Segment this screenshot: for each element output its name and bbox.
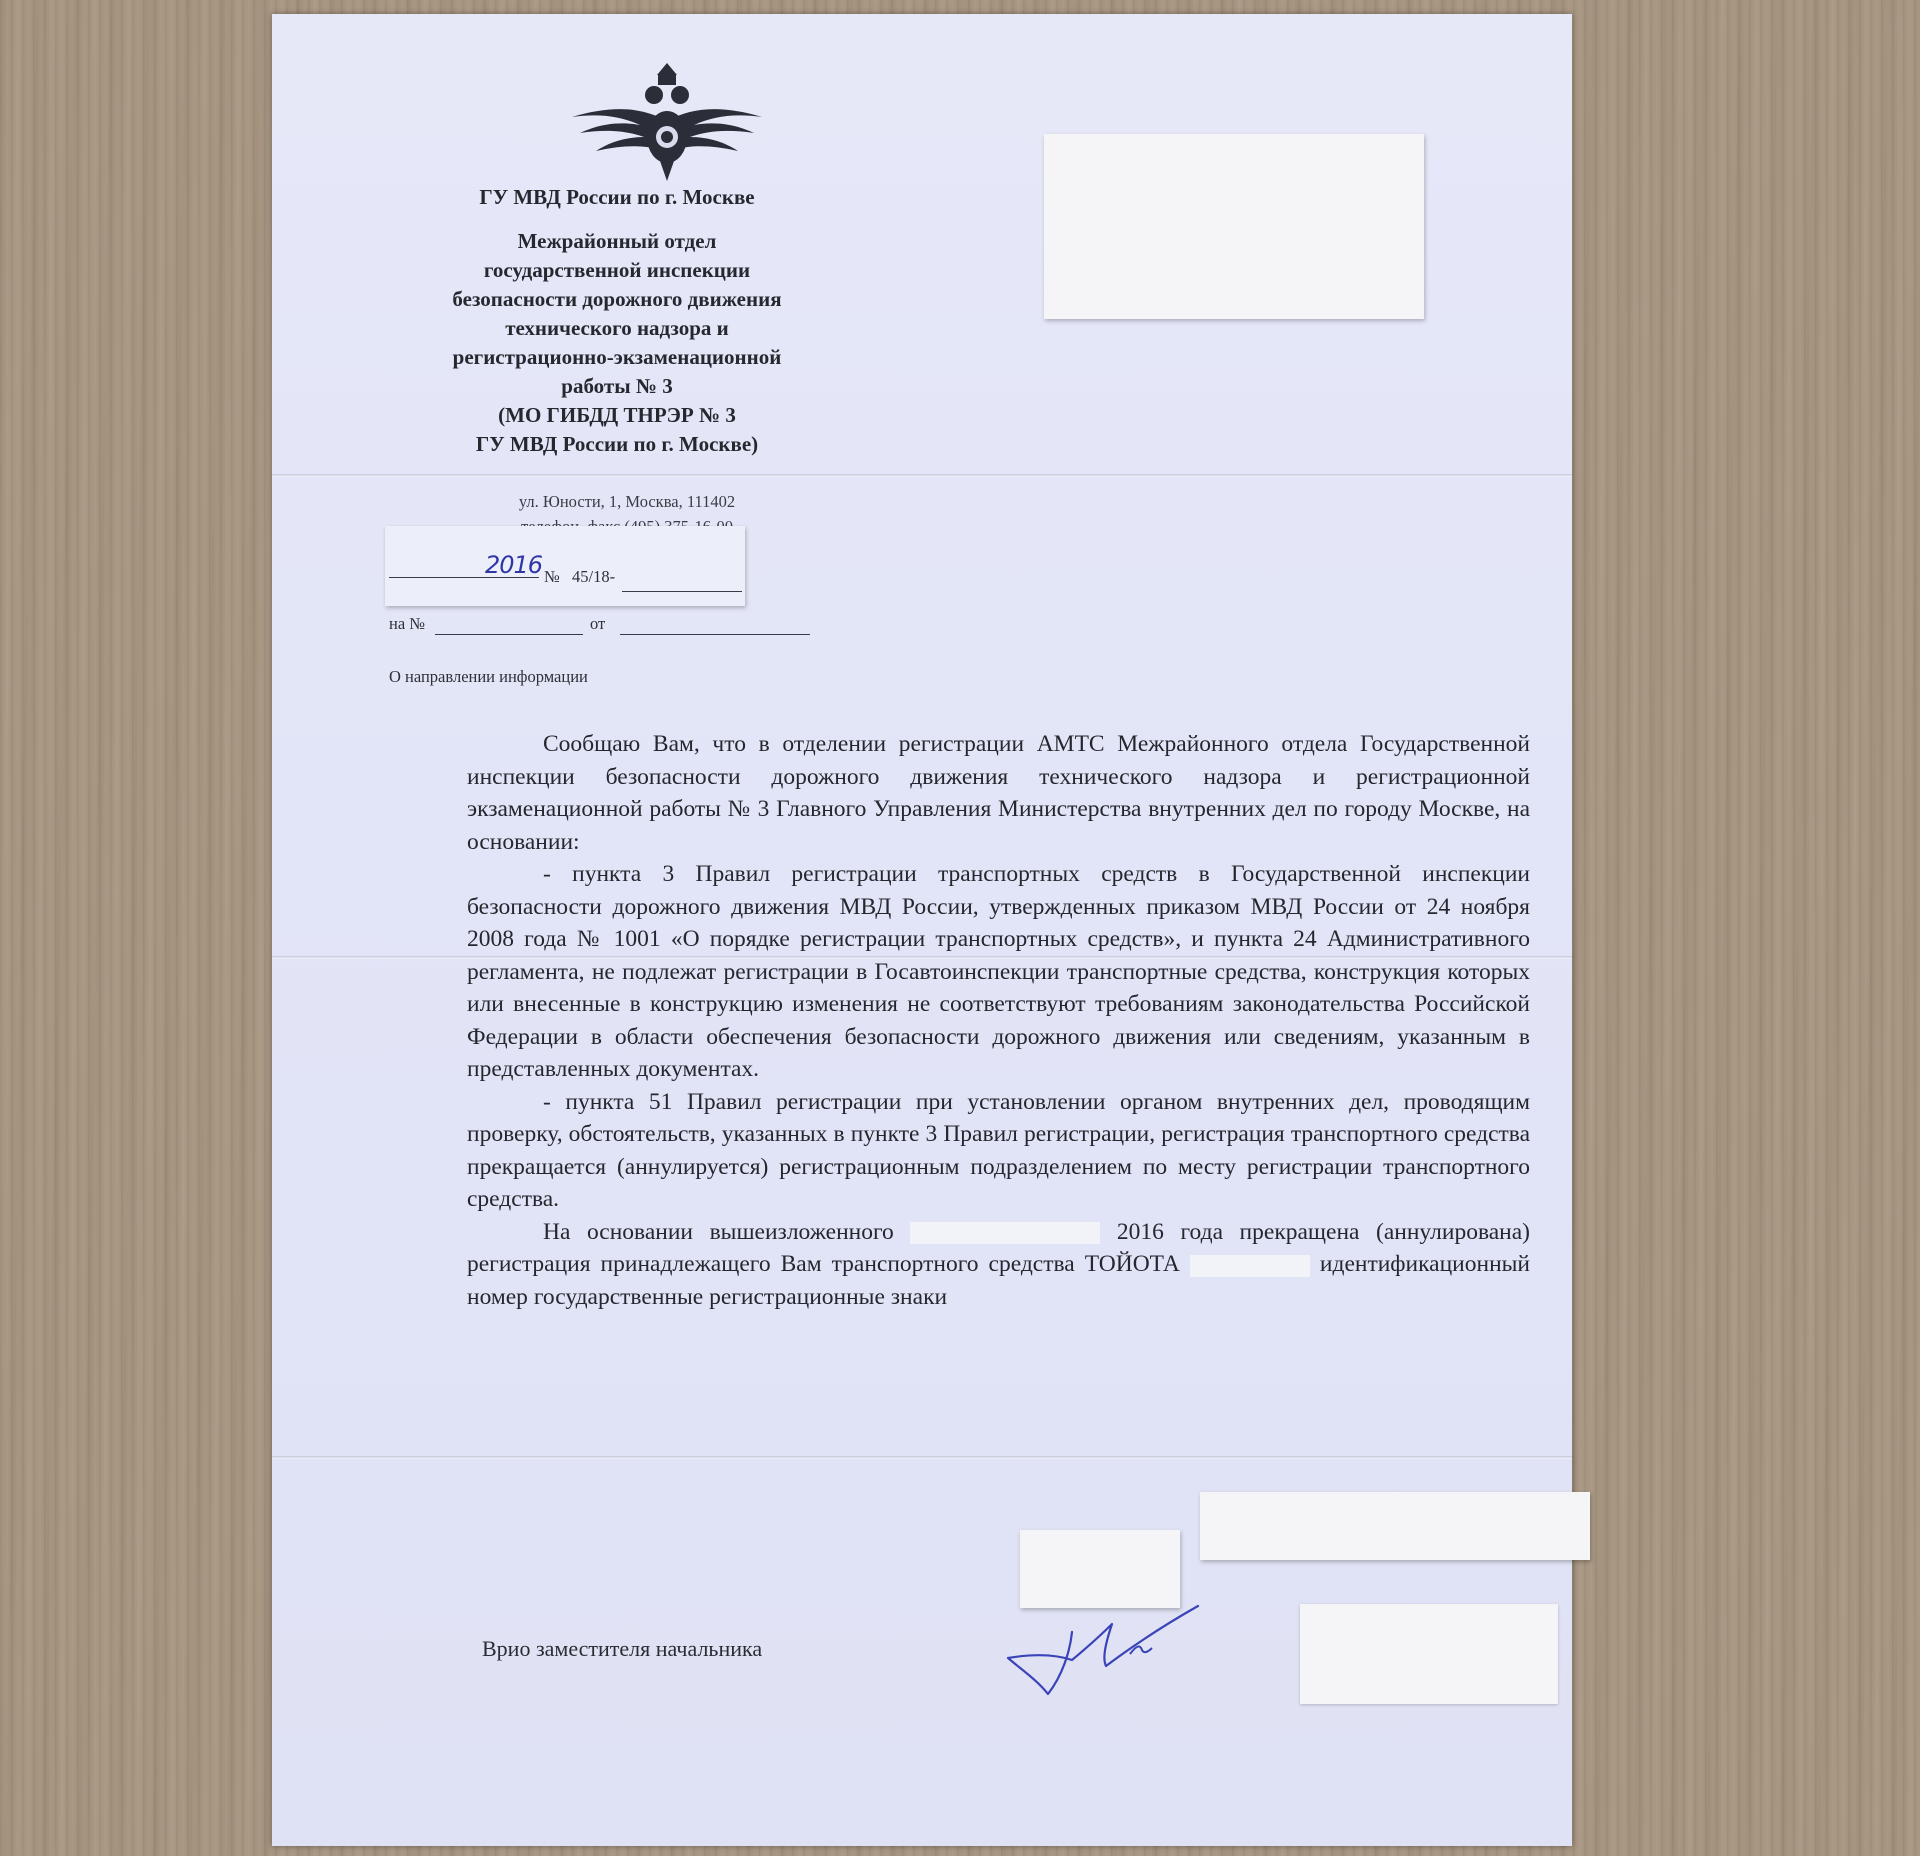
redacted-vin [1200,1492,1590,1560]
paragraph-part: 2016 года прекращена (аннулирована) регистрация принадлежащего Вам транспортного средства ТОЙОТА [467,1218,1530,1277]
number-line [622,591,742,592]
agency-line: регистрационно-экзаменационной [452,345,782,369]
paragraph-part: государственные регистрационные знаки [533,1283,948,1310]
redacted-inline [1190,1255,1310,1277]
redacted-signatory-name [1300,1604,1558,1704]
signatory-title: Врио заместителя начальника [482,1636,763,1661]
agency-name: ГУ МВД России по г. Москве [479,185,755,209]
from-label: от [590,614,606,633]
paragraph-part: идентификационный номер [467,1251,1531,1310]
agency-line: Межрайонный отдел [517,229,717,253]
on-number-line [435,634,583,635]
from-line [620,634,810,635]
eagle-emblem-icon [562,59,772,184]
redacted-date [385,526,745,606]
agency-line: технического надзора и [505,316,729,340]
agency-line: (МО ГИБДД ТНРЭР № 3 [498,403,736,427]
paragraph: - пункта 3 Правил регистрации транспортных средств в Государственной инспекции безопасности дорожного движения МВД России, утвержденных приказом МВД России от 24 ноября 2008 года № 1001 «О порядке регистрации транспортных средств», и пункта 24 Административного регламента, не подлежат регистрации в Госавтоинспекции транспортные средства, конструкция которых или внесенные в конструкцию изменения не соответствуют требованиям законодательства Российской Федерации в области обеспечения безопасности дорожного движения или сведениям, указанным в представленных документах. [467,861,1530,1082]
agency-line: ГУ МВД России по г. Москве) [475,432,759,456]
agency-line: государственной инспекции [483,258,751,282]
handwritten-signature [1002,1594,1202,1719]
letter-sheet [272,14,1572,1846]
agency-department [402,227,832,459]
on-number-label: на № [389,614,426,633]
redacted-recipient [1044,134,1424,319]
agency-line: работы № 3 [561,374,673,398]
redacted-inline [910,1222,1100,1244]
letter-body [467,728,1530,1313]
agency-address: ул. Юности, 1, Москва, 111402 [518,492,736,511]
number-label: № [544,567,560,586]
fold-line [272,474,1572,477]
number-value: 45/18- [572,567,616,586]
paragraph-part: На основании вышеизложенного [543,1218,894,1245]
fold-line [272,1456,1572,1459]
paragraph [467,1216,1530,1314]
agency-line: безопасности дорожного движения [452,287,782,311]
paragraph: - пункта 51 Правил регистрации при установлении органом внутренних дел, проводящим проверку, обстоятельств, указанных в пункте 3 Правил регистрации, регистрация транспортного средства прекращается (аннулируется) регистрационным подразделением по месту регистрации транспортного средства. [467,1088,1530,1212]
paragraph: Сообщаю Вам, что в отделении регистрации АМТС Межрайонного отдела Государственной инспекции безопасности дорожного движения технического надзора и регистрационной экзаменационной работы № 3 Главного Управления Министерства внутренних дел по городу Москве, на основании: [467,731,1530,855]
date-handwritten: 2016 [485,551,543,579]
subject-line: О направлении информации [389,667,588,686]
